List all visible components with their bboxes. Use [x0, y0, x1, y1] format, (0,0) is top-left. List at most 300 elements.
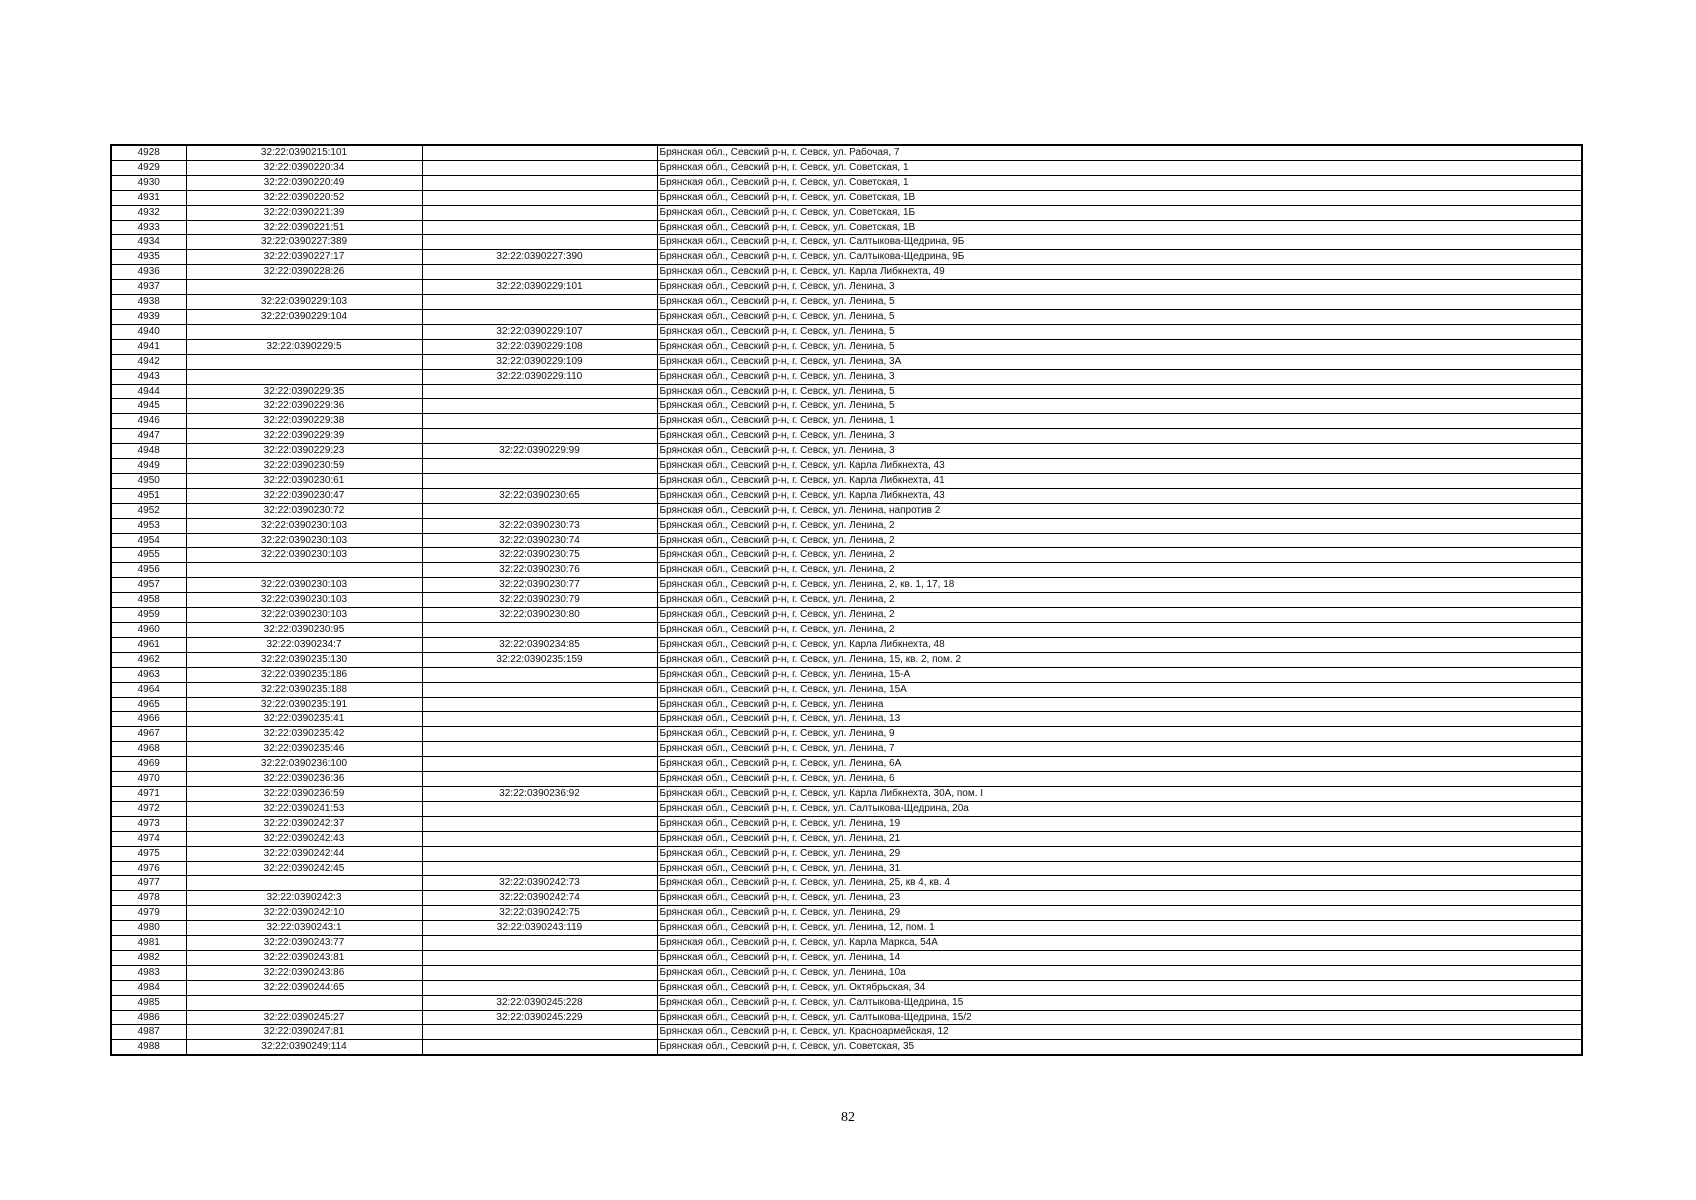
address-cell: Брянская обл., Севский р-н, г. Севск, ул. Ленина, 31 — [657, 861, 1582, 876]
table-row — [111, 1025, 1582, 1040]
cadastral-number-cell: 32:22:0390244:65 — [186, 980, 422, 995]
row-number-cell: 4946 — [111, 414, 186, 429]
cadastral-number-cell: 32:22:0390230:103 — [186, 578, 422, 593]
row-number-cell: 4937 — [111, 280, 186, 295]
row-number-cell: 4955 — [111, 548, 186, 563]
cadastral-number-cell: 32:22:0390229:23 — [186, 444, 422, 459]
related-cadastral-number-cell — [422, 190, 657, 205]
related-cadastral-number-cell: 32:22:0390229:107 — [422, 324, 657, 339]
address-cell: Брянская обл., Севский р-н, г. Севск, ул. Ленина, 5 — [657, 339, 1582, 354]
row-number-cell: 4966 — [111, 712, 186, 727]
cadastral-number-cell: 32:22:0390245:27 — [186, 1010, 422, 1025]
table-row — [111, 578, 1582, 593]
related-cadastral-number-cell — [422, 697, 657, 712]
address-cell: Брянская обл., Севский р-н, г. Севск, ул. Ленина, 9 — [657, 727, 1582, 742]
address-cell: Брянская обл., Севский р-н, г. Севск, ул. Ленина, 3 — [657, 280, 1582, 295]
address-cell: Брянская обл., Севский р-н, г. Севск, ул. Ленина — [657, 697, 1582, 712]
address-cell: Брянская обл., Севский р-н, г. Севск, ул. Ленина, 2 — [657, 608, 1582, 623]
row-number-cell: 4950 — [111, 473, 186, 488]
row-number-cell: 4929 — [111, 160, 186, 175]
cadastral-number-cell: 32:22:0390230:72 — [186, 503, 422, 518]
table-row — [111, 324, 1582, 339]
cadastral-number-cell: 32:22:0390243:77 — [186, 936, 422, 951]
row-number-cell: 4952 — [111, 503, 186, 518]
row-number-cell: 4948 — [111, 444, 186, 459]
related-cadastral-number-cell — [422, 459, 657, 474]
related-cadastral-number-cell: 32:22:0390242:74 — [422, 891, 657, 906]
row-number-cell: 4980 — [111, 921, 186, 936]
related-cadastral-number-cell: 32:22:0390243:119 — [422, 921, 657, 936]
cadastral-number-cell: 32:22:0390230:103 — [186, 548, 422, 563]
table-row — [111, 459, 1582, 474]
row-number-cell: 4968 — [111, 742, 186, 757]
row-number-cell: 4965 — [111, 697, 186, 712]
table-row — [111, 786, 1582, 801]
address-cell: Брянская обл., Севский р-н, г. Севск, ул. Салтыкова-Щедрина, 15 — [657, 995, 1582, 1010]
related-cadastral-number-cell — [422, 757, 657, 772]
related-cadastral-number-cell — [422, 1025, 657, 1040]
address-cell: Брянская обл., Севский р-н, г. Севск, ул. Ленина, 5 — [657, 324, 1582, 339]
table-row — [111, 250, 1582, 265]
address-cell: Брянская обл., Севский р-н, г. Севск, ул. Ленина, 15, кв. 2, пом. 2 — [657, 652, 1582, 667]
table-row — [111, 965, 1582, 980]
row-number-cell: 4963 — [111, 667, 186, 682]
table-row — [111, 1040, 1582, 1055]
row-number-cell: 4933 — [111, 220, 186, 235]
address-cell: Брянская обл., Севский р-н, г. Севск, ул. Ленина, 2 — [657, 623, 1582, 638]
related-cadastral-number-cell — [422, 145, 657, 160]
table-row — [111, 309, 1582, 324]
row-number-cell: 4956 — [111, 563, 186, 578]
cadastral-number-cell: 32:22:0390230:103 — [186, 518, 422, 533]
row-number-cell: 4979 — [111, 906, 186, 921]
table-row — [111, 160, 1582, 175]
cadastral-number-cell: 32:22:0390220:52 — [186, 190, 422, 205]
related-cadastral-number-cell: 32:22:0390229:99 — [422, 444, 657, 459]
table-row — [111, 906, 1582, 921]
table-row — [111, 175, 1582, 190]
row-number-cell: 4949 — [111, 459, 186, 474]
table-row — [111, 980, 1582, 995]
cadastral-number-cell: 32:22:0390249:114 — [186, 1040, 422, 1055]
row-number-cell: 4984 — [111, 980, 186, 995]
cadastral-number-cell: 32:22:0390241:53 — [186, 801, 422, 816]
cadastral-number-cell: 32:22:0390242:43 — [186, 831, 422, 846]
related-cadastral-number-cell — [422, 980, 657, 995]
table-row — [111, 339, 1582, 354]
related-cadastral-number-cell — [422, 816, 657, 831]
address-cell: Брянская обл., Севский р-н, г. Севск, ул. Советская, 1В — [657, 190, 1582, 205]
cadastral-number-cell: 32:22:0390229:38 — [186, 414, 422, 429]
address-cell: Брянская обл., Севский р-н, г. Севск, ул. Салтыкова-Щедрина, 20а — [657, 801, 1582, 816]
table-row — [111, 384, 1582, 399]
table-row — [111, 265, 1582, 280]
page-number: 82 — [841, 1110, 855, 1125]
table-row — [111, 473, 1582, 488]
address-cell: Брянская обл., Севский р-н, г. Севск, ул. Ленина, 5 — [657, 384, 1582, 399]
related-cadastral-number-cell: 32:22:0390242:75 — [422, 906, 657, 921]
table-row — [111, 623, 1582, 638]
address-cell: Брянская обл., Севский р-н, г. Севск, ул. Ленина, 12, пом. 1 — [657, 921, 1582, 936]
related-cadastral-number-cell: 32:22:0390230:74 — [422, 533, 657, 548]
table-row — [111, 861, 1582, 876]
cadastral-number-cell: 32:22:0390235:41 — [186, 712, 422, 727]
address-cell: Брянская обл., Севский р-н, г. Севск, ул. Карла Либкнехта, 30А, пом. I — [657, 786, 1582, 801]
table-row — [111, 503, 1582, 518]
table-row — [111, 816, 1582, 831]
address-cell: Брянская обл., Севский р-н, г. Севск, ул. Ленина, напротив 2 — [657, 503, 1582, 518]
cadastral-number-cell: 32:22:0390229:5 — [186, 339, 422, 354]
related-cadastral-number-cell — [422, 399, 657, 414]
related-cadastral-number-cell — [422, 1040, 657, 1055]
address-cell: Брянская обл., Севский р-н, г. Севск, ул. Карла Либкнехта, 49 — [657, 265, 1582, 280]
related-cadastral-number-cell: 32:22:0390242:73 — [422, 876, 657, 891]
related-cadastral-number-cell: 32:22:0390227:390 — [422, 250, 657, 265]
address-cell: Брянская обл., Севский р-н, г. Севск, ул. Салтыкова-Щедрина, 9Б — [657, 250, 1582, 265]
address-cell: Брянская обл., Севский р-н, г. Севск, ул. Ленина, 5 — [657, 295, 1582, 310]
row-number-cell: 4947 — [111, 429, 186, 444]
row-number-cell: 4945 — [111, 399, 186, 414]
row-number-cell: 4938 — [111, 295, 186, 310]
related-cadastral-number-cell — [422, 265, 657, 280]
row-number-cell: 4962 — [111, 652, 186, 667]
cadastral-number-cell — [186, 280, 422, 295]
table-row — [111, 950, 1582, 965]
address-cell: Брянская обл., Севский р-н, г. Севск, ул. Ленина, 15А — [657, 682, 1582, 697]
row-number-cell: 4981 — [111, 936, 186, 951]
address-cell: Брянская обл., Севский р-н, г. Севск, ул. Ленина, 29 — [657, 906, 1582, 921]
table-row — [111, 548, 1582, 563]
related-cadastral-number-cell — [422, 160, 657, 175]
row-number-cell: 4936 — [111, 265, 186, 280]
row-number-cell: 4983 — [111, 965, 186, 980]
table-row — [111, 190, 1582, 205]
row-number-cell: 4942 — [111, 354, 186, 369]
table-row — [111, 667, 1582, 682]
address-cell: Брянская обл., Севский р-н, г. Севск, ул. Ленина, 10а — [657, 965, 1582, 980]
address-cell: Брянская обл., Севский р-н, г. Севск, ул. Ленина, 2, кв. 1, 17, 18 — [657, 578, 1582, 593]
row-number-cell: 4953 — [111, 518, 186, 533]
table-row — [111, 1010, 1582, 1025]
address-cell: Брянская обл., Севский р-н, г. Севск, ул. Ленина, 29 — [657, 846, 1582, 861]
table-row — [111, 235, 1582, 250]
address-cell: Брянская обл., Севский р-н, г. Севск, ул. Ленина, 15-А — [657, 667, 1582, 682]
row-number-cell: 4985 — [111, 995, 186, 1010]
related-cadastral-number-cell — [422, 623, 657, 638]
related-cadastral-number-cell — [422, 220, 657, 235]
cadastral-number-cell: 32:22:0390221:39 — [186, 205, 422, 220]
row-number-cell: 4964 — [111, 682, 186, 697]
related-cadastral-number-cell — [422, 965, 657, 980]
related-cadastral-number-cell: 32:22:0390234:85 — [422, 637, 657, 652]
related-cadastral-number-cell — [422, 667, 657, 682]
row-number-cell: 4967 — [111, 727, 186, 742]
address-cell: Брянская обл., Севский р-н, г. Севск, ул. Карла Маркса, 54А — [657, 936, 1582, 951]
row-number-cell: 4972 — [111, 801, 186, 816]
address-cell: Брянская обл., Севский р-н, г. Севск, ул. Ленина, 2 — [657, 593, 1582, 608]
cadastral-number-cell: 32:22:0390235:186 — [186, 667, 422, 682]
cadastral-number-cell: 32:22:0390229:36 — [186, 399, 422, 414]
address-cell: Брянская обл., Севский р-н, г. Севск, ул. Ленина, 7 — [657, 742, 1582, 757]
cadastral-number-cell: 32:22:0390235:188 — [186, 682, 422, 697]
row-number-cell: 4931 — [111, 190, 186, 205]
related-cadastral-number-cell: 32:22:0390230:65 — [422, 488, 657, 503]
cadastral-number-cell: 32:22:0390229:39 — [186, 429, 422, 444]
table-row — [111, 518, 1582, 533]
address-cell: Брянская обл., Севский р-н, г. Севск, ул. Красноармейская, 12 — [657, 1025, 1582, 1040]
related-cadastral-number-cell — [422, 727, 657, 742]
row-number-cell: 4988 — [111, 1040, 186, 1055]
cadastral-number-cell: 32:22:0390247:81 — [186, 1025, 422, 1040]
table-row — [111, 354, 1582, 369]
row-number-cell: 4932 — [111, 205, 186, 220]
cadastral-number-cell: 32:22:0390235:42 — [186, 727, 422, 742]
row-number-cell: 4970 — [111, 772, 186, 787]
address-cell: Брянская обл., Севский р-н, г. Севск, ул. Советская, 35 — [657, 1040, 1582, 1055]
table-row — [111, 593, 1582, 608]
related-cadastral-number-cell — [422, 295, 657, 310]
row-number-cell: 4975 — [111, 846, 186, 861]
row-number-cell: 4940 — [111, 324, 186, 339]
registry-table — [110, 144, 1583, 1056]
table-row — [111, 891, 1582, 906]
address-cell: Брянская обл., Севский р-н, г. Севск, ул. Ленина, 5 — [657, 399, 1582, 414]
table-row — [111, 414, 1582, 429]
address-cell: Брянская обл., Севский р-н, г. Севск, ул. Ленина, 1 — [657, 414, 1582, 429]
related-cadastral-number-cell — [422, 831, 657, 846]
table-row — [111, 488, 1582, 503]
cadastral-number-cell — [186, 995, 422, 1010]
cadastral-number-cell: 32:22:0390227:389 — [186, 235, 422, 250]
row-number-cell: 4982 — [111, 950, 186, 965]
cadastral-number-cell: 32:22:0390227:17 — [186, 250, 422, 265]
table-row — [111, 205, 1582, 220]
table-row — [111, 772, 1582, 787]
table-row — [111, 563, 1582, 578]
table-row — [111, 936, 1582, 951]
related-cadastral-number-cell — [422, 235, 657, 250]
cadastral-number-cell: 32:22:0390220:34 — [186, 160, 422, 175]
address-cell: Брянская обл., Севский р-н, г. Севск, ул. Ленина, 23 — [657, 891, 1582, 906]
address-cell: Брянская обл., Севский р-н, г. Севск, ул. Ленина, 3 — [657, 444, 1582, 459]
cadastral-number-cell: 32:22:0390230:103 — [186, 533, 422, 548]
row-number-cell: 4958 — [111, 593, 186, 608]
related-cadastral-number-cell — [422, 473, 657, 488]
related-cadastral-number-cell — [422, 846, 657, 861]
address-cell: Брянская обл., Севский р-н, г. Севск, ул. Советская, 1В — [657, 220, 1582, 235]
address-cell: Брянская обл., Севский р-н, г. Севск, ул. Ленина, 25, кв 4, кв. 4 — [657, 876, 1582, 891]
address-cell: Брянская обл., Севский р-н, г. Севск, ул. Октябрьская, 34 — [657, 980, 1582, 995]
row-number-cell: 4986 — [111, 1010, 186, 1025]
related-cadastral-number-cell — [422, 742, 657, 757]
address-cell: Брянская обл., Севский р-н, г. Севск, ул. Карла Либкнехта, 43 — [657, 459, 1582, 474]
row-number-cell: 4974 — [111, 831, 186, 846]
address-cell: Брянская обл., Севский р-н, г. Севск, ул. Салтыкова-Щедрина, 9Б — [657, 235, 1582, 250]
row-number-cell: 4973 — [111, 816, 186, 831]
cadastral-number-cell: 32:22:0390228:26 — [186, 265, 422, 280]
table-row — [111, 727, 1582, 742]
address-cell: Брянская обл., Севский р-н, г. Севск, ул. Карла Либкнехта, 48 — [657, 637, 1582, 652]
cadastral-number-cell: 32:22:0390230:103 — [186, 608, 422, 623]
related-cadastral-number-cell: 32:22:0390229:108 — [422, 339, 657, 354]
related-cadastral-number-cell: 32:22:0390230:76 — [422, 563, 657, 578]
cadastral-number-cell: 32:22:0390243:81 — [186, 950, 422, 965]
cadastral-number-cell: 32:22:0390242:3 — [186, 891, 422, 906]
cadastral-number-cell: 32:22:0390229:103 — [186, 295, 422, 310]
address-cell: Брянская обл., Севский р-н, г. Севск, ул. Советская, 1 — [657, 160, 1582, 175]
cadastral-number-cell — [186, 354, 422, 369]
row-number-cell: 4941 — [111, 339, 186, 354]
row-number-cell: 4944 — [111, 384, 186, 399]
table-row — [111, 876, 1582, 891]
row-number-cell: 4930 — [111, 175, 186, 190]
cadastral-number-cell: 32:22:0390242:37 — [186, 816, 422, 831]
table-row — [111, 369, 1582, 384]
address-cell: Брянская обл., Севский р-н, г. Севск, ул. Ленина, 19 — [657, 816, 1582, 831]
cadastral-number-cell: 32:22:0390221:51 — [186, 220, 422, 235]
related-cadastral-number-cell: 32:22:0390229:110 — [422, 369, 657, 384]
cadastral-number-cell: 32:22:0390236:100 — [186, 757, 422, 772]
cadastral-number-cell — [186, 876, 422, 891]
cadastral-number-cell: 32:22:0390229:104 — [186, 309, 422, 324]
address-cell: Брянская обл., Севский р-н, г. Севск, ул. Рабочая, 7 — [657, 145, 1582, 160]
related-cadastral-number-cell: 32:22:0390235:159 — [422, 652, 657, 667]
cadastral-number-cell: 32:22:0390229:35 — [186, 384, 422, 399]
table-row — [111, 712, 1582, 727]
related-cadastral-number-cell: 32:22:0390229:101 — [422, 280, 657, 295]
address-cell: Брянская обл., Севский р-н, г. Севск, ул. Ленина, 6А — [657, 757, 1582, 772]
table-row — [111, 831, 1582, 846]
table-row — [111, 801, 1582, 816]
related-cadastral-number-cell — [422, 950, 657, 965]
table-row — [111, 533, 1582, 548]
cadastral-number-cell: 32:22:0390236:36 — [186, 772, 422, 787]
row-number-cell: 4951 — [111, 488, 186, 503]
table-row — [111, 682, 1582, 697]
related-cadastral-number-cell — [422, 384, 657, 399]
table-row — [111, 757, 1582, 772]
table-row — [111, 637, 1582, 652]
row-number-cell: 4971 — [111, 786, 186, 801]
related-cadastral-number-cell — [422, 801, 657, 816]
related-cadastral-number-cell — [422, 309, 657, 324]
table-row — [111, 220, 1582, 235]
related-cadastral-number-cell: 32:22:0390230:79 — [422, 593, 657, 608]
cadastral-number-cell: 32:22:0390242:45 — [186, 861, 422, 876]
row-number-cell: 4957 — [111, 578, 186, 593]
cadastral-number-cell — [186, 369, 422, 384]
address-cell: Брянская обл., Севский р-н, г. Севск, ул. Карла Либкнехта, 41 — [657, 473, 1582, 488]
row-number-cell: 4987 — [111, 1025, 186, 1040]
related-cadastral-number-cell: 32:22:0390230:77 — [422, 578, 657, 593]
table-row — [111, 921, 1582, 936]
table-row — [111, 429, 1582, 444]
table-row — [111, 846, 1582, 861]
address-cell: Брянская обл., Севский р-н, г. Севск, ул. Ленина, 3 — [657, 429, 1582, 444]
related-cadastral-number-cell — [422, 414, 657, 429]
cadastral-number-cell: 32:22:0390243:1 — [186, 921, 422, 936]
row-number-cell: 4969 — [111, 757, 186, 772]
row-number-cell: 4935 — [111, 250, 186, 265]
row-number-cell: 4961 — [111, 637, 186, 652]
row-number-cell: 4959 — [111, 608, 186, 623]
related-cadastral-number-cell: 32:22:0390245:229 — [422, 1010, 657, 1025]
related-cadastral-number-cell — [422, 205, 657, 220]
cadastral-number-cell: 32:22:0390230:61 — [186, 473, 422, 488]
row-number-cell: 4943 — [111, 369, 186, 384]
row-number-cell: 4934 — [111, 235, 186, 250]
related-cadastral-number-cell — [422, 936, 657, 951]
related-cadastral-number-cell: 32:22:0390230:80 — [422, 608, 657, 623]
related-cadastral-number-cell — [422, 175, 657, 190]
row-number-cell: 4928 — [111, 145, 186, 160]
cadastral-number-cell: 32:22:0390235:130 — [186, 652, 422, 667]
address-cell: Брянская обл., Севский р-н, г. Севск, ул. Ленина, 2 — [657, 563, 1582, 578]
related-cadastral-number-cell: 32:22:0390236:92 — [422, 786, 657, 801]
cadastral-number-cell: 32:22:0390242:10 — [186, 906, 422, 921]
row-number-cell: 4978 — [111, 891, 186, 906]
cadastral-number-cell: 32:22:0390235:46 — [186, 742, 422, 757]
cadastral-number-cell: 32:22:0390230:103 — [186, 593, 422, 608]
address-cell: Брянская обл., Севский р-н, г. Севск, ул. Карла Либкнехта, 43 — [657, 488, 1582, 503]
address-cell: Брянская обл., Севский р-н, г. Севск, ул. Ленина, 3 — [657, 369, 1582, 384]
cadastral-number-cell — [186, 563, 422, 578]
row-number-cell: 4977 — [111, 876, 186, 891]
related-cadastral-number-cell: 32:22:0390245:228 — [422, 995, 657, 1010]
related-cadastral-number-cell — [422, 712, 657, 727]
table-row — [111, 280, 1582, 295]
related-cadastral-number-cell — [422, 429, 657, 444]
related-cadastral-number-cell — [422, 861, 657, 876]
table-row — [111, 608, 1582, 623]
cadastral-number-cell: 32:22:0390230:47 — [186, 488, 422, 503]
row-number-cell: 4954 — [111, 533, 186, 548]
cadastral-number-cell: 32:22:0390235:191 — [186, 697, 422, 712]
related-cadastral-number-cell — [422, 503, 657, 518]
cadastral-number-cell: 32:22:0390220:49 — [186, 175, 422, 190]
related-cadastral-number-cell: 32:22:0390230:75 — [422, 548, 657, 563]
table-row — [111, 697, 1582, 712]
address-cell: Брянская обл., Севский р-н, г. Севск, ул. Ленина, 6 — [657, 772, 1582, 787]
address-cell: Брянская обл., Севский р-н, г. Севск, ул. Ленина, 5 — [657, 309, 1582, 324]
cadastral-number-cell — [186, 324, 422, 339]
cadastral-number-cell: 32:22:0390242:44 — [186, 846, 422, 861]
related-cadastral-number-cell: 32:22:0390230:73 — [422, 518, 657, 533]
cadastral-number-cell: 32:22:0390234:7 — [186, 637, 422, 652]
address-cell: Брянская обл., Севский р-н, г. Севск, ул. Ленина, 13 — [657, 712, 1582, 727]
related-cadastral-number-cell: 32:22:0390229:109 — [422, 354, 657, 369]
row-number-cell: 4960 — [111, 623, 186, 638]
cadastral-number-cell: 32:22:0390215:101 — [186, 145, 422, 160]
address-cell: Брянская обл., Севский р-н, г. Севск, ул. Советская, 1Б — [657, 205, 1582, 220]
related-cadastral-number-cell — [422, 772, 657, 787]
cadastral-number-cell: 32:22:0390243:86 — [186, 965, 422, 980]
table-row — [111, 145, 1582, 160]
address-cell: Брянская обл., Севский р-н, г. Севск, ул. Ленина, 2 — [657, 548, 1582, 563]
cadastral-number-cell: 32:22:0390230:95 — [186, 623, 422, 638]
row-number-cell: 4976 — [111, 861, 186, 876]
registry-table-body — [111, 145, 1582, 1055]
table-row — [111, 444, 1582, 459]
address-cell: Брянская обл., Севский р-н, г. Севск, ул. Советская, 1 — [657, 175, 1582, 190]
table-row — [111, 295, 1582, 310]
table-row — [111, 652, 1582, 667]
address-cell: Брянская обл., Севский р-н, г. Севск, ул. Ленина, 2 — [657, 533, 1582, 548]
cadastral-number-cell: 32:22:0390236:59 — [186, 786, 422, 801]
row-number-cell: 4939 — [111, 309, 186, 324]
table-row — [111, 742, 1582, 757]
related-cadastral-number-cell — [422, 682, 657, 697]
